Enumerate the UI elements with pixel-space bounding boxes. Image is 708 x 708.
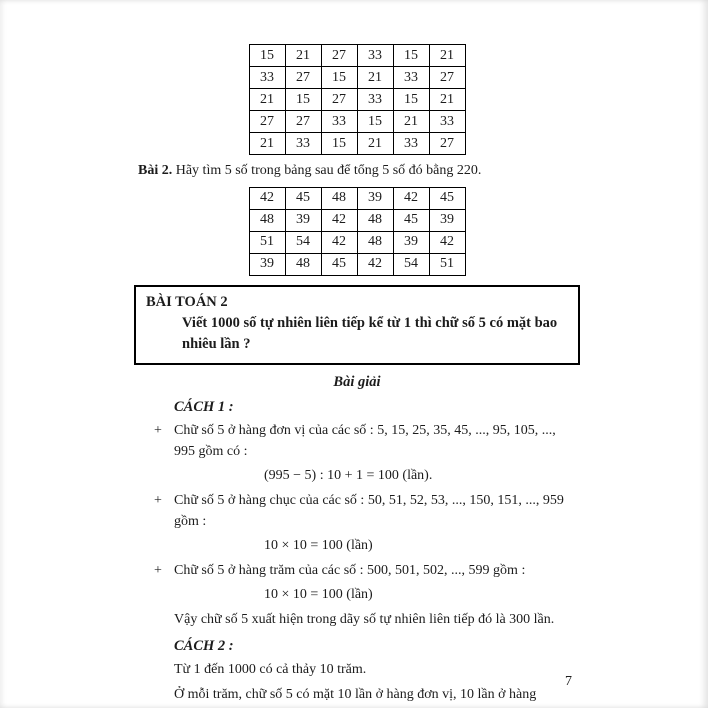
table-cell: 45 bbox=[285, 187, 321, 209]
method-2-line-1: Từ 1 đến 1000 có cả thảy 10 trăm. bbox=[174, 662, 367, 678]
table-cell: 27 bbox=[249, 111, 285, 133]
table-cell: 42 bbox=[321, 231, 357, 253]
bullet-plus-icon: + bbox=[154, 563, 162, 579]
table-cell: 33 bbox=[357, 89, 393, 111]
formula-3: 10 × 10 = 100 (lần) bbox=[264, 587, 373, 603]
table-cell: 21 bbox=[249, 89, 285, 111]
table-cell: 33 bbox=[393, 67, 429, 89]
table-cell: 54 bbox=[393, 253, 429, 275]
exercise-2-text: Hãy tìm 5 số trong bảng sau để tổng 5 số đó bằng 220. bbox=[175, 163, 482, 178]
formula-1: (995 − 5) : 10 + 1 = 100 (lần). bbox=[264, 468, 433, 484]
table-cell: 27 bbox=[429, 67, 465, 89]
solution-item-2 bbox=[134, 490, 580, 532]
table-cell: 39 bbox=[393, 231, 429, 253]
table-cell: 51 bbox=[429, 253, 465, 275]
table-cell: 15 bbox=[357, 111, 393, 133]
table-cell: 39 bbox=[429, 209, 465, 231]
table-cell: 39 bbox=[285, 209, 321, 231]
table-row bbox=[249, 45, 465, 67]
method-2-line-2: Ở mỗi trăm, chữ số 5 có mặt 10 lần ở hàng đơn vị, 10 lần ở hàng bbox=[174, 687, 537, 703]
table-cell: 42 bbox=[393, 187, 429, 209]
table-cell: 27 bbox=[285, 67, 321, 89]
table-cell: 15 bbox=[393, 45, 429, 67]
problem-box-statement: Viết 1000 số tự nhiên liên tiếp kể từ 1 thì chữ số 5 có mặt bao nhiêu lần ? bbox=[182, 315, 558, 353]
solution-item-1 bbox=[134, 420, 580, 462]
table-cell: 33 bbox=[393, 133, 429, 155]
table-cell: 21 bbox=[429, 45, 465, 67]
page-content bbox=[134, 44, 580, 705]
table-cell: 27 bbox=[429, 133, 465, 155]
table-cell: 48 bbox=[357, 209, 393, 231]
table-cell: 39 bbox=[357, 187, 393, 209]
table-cell: 54 bbox=[285, 231, 321, 253]
bullet-plus-icon: + bbox=[154, 493, 162, 509]
page-number: 7 bbox=[565, 674, 572, 689]
exercise-2-label: Bài 2. bbox=[138, 163, 173, 178]
table-cell: 48 bbox=[249, 209, 285, 231]
table-cell: 51 bbox=[249, 231, 285, 253]
table-cell: 21 bbox=[357, 67, 393, 89]
table-cell: 45 bbox=[429, 187, 465, 209]
method-1-conclusion: Vậy chữ số 5 xuất hiện trong dãy số tự nhiên liên tiếp đó là 300 lần. bbox=[174, 612, 555, 628]
table-row bbox=[249, 231, 465, 253]
table-cell: 39 bbox=[249, 253, 285, 275]
solution-item-1-text: Chữ số 5 ở hàng đơn vị của các số : 5, 15, 25, 35, 45, ..., 95, 105, ..., 995 gồm có : bbox=[174, 423, 556, 460]
table-cell: 42 bbox=[429, 231, 465, 253]
table-cell: 15 bbox=[321, 67, 357, 89]
table-cell: 33 bbox=[249, 67, 285, 89]
table-cell: 21 bbox=[429, 89, 465, 111]
table-cell: 15 bbox=[249, 45, 285, 67]
solution-item-3-text: Chữ số 5 ở hàng trăm của các số : 500, 501, 502, ..., 599 gồm : bbox=[174, 563, 526, 579]
exercise-2-line bbox=[138, 161, 580, 181]
table-row bbox=[249, 209, 465, 231]
number-table-2 bbox=[249, 187, 466, 276]
method-2-heading: CÁCH 2 : bbox=[174, 638, 234, 655]
table-cell: 21 bbox=[393, 111, 429, 133]
solution-heading: Bài giải bbox=[333, 374, 381, 391]
table-row bbox=[249, 89, 465, 111]
table-cell: 42 bbox=[357, 253, 393, 275]
table-cell: 15 bbox=[285, 89, 321, 111]
table-cell: 27 bbox=[285, 111, 321, 133]
table-cell: 33 bbox=[321, 111, 357, 133]
table-cell: 15 bbox=[393, 89, 429, 111]
table-cell: 42 bbox=[249, 187, 285, 209]
number-table-1 bbox=[249, 44, 466, 155]
table-cell: 33 bbox=[285, 133, 321, 155]
bullet-plus-icon: + bbox=[154, 423, 162, 439]
table-cell: 48 bbox=[285, 253, 321, 275]
table-cell: 45 bbox=[393, 209, 429, 231]
method-1-heading: CÁCH 1 : bbox=[174, 399, 234, 416]
table-row bbox=[249, 111, 465, 133]
table-row bbox=[249, 253, 465, 275]
table-cell: 15 bbox=[321, 133, 357, 155]
table-cell: 33 bbox=[429, 111, 465, 133]
formula-2: 10 × 10 = 100 (lần) bbox=[264, 538, 373, 554]
table-cell: 21 bbox=[357, 133, 393, 155]
table-cell: 45 bbox=[321, 253, 357, 275]
table-cell: 27 bbox=[321, 45, 357, 67]
table-cell: 33 bbox=[357, 45, 393, 67]
table-cell: 27 bbox=[321, 89, 357, 111]
table-row bbox=[249, 187, 465, 209]
problem-box-title: BÀI TOÁN 2 bbox=[146, 293, 228, 310]
table-row bbox=[249, 67, 465, 89]
table-row bbox=[249, 133, 465, 155]
solution-item-2-text: Chữ số 5 ở hàng chục của các số : 50, 51, 52, 53, ..., 150, 151, ..., 959 gồm : bbox=[174, 493, 564, 530]
problem-box bbox=[134, 285, 580, 366]
table-cell: 48 bbox=[321, 187, 357, 209]
table-cell: 21 bbox=[249, 133, 285, 155]
solution-item-3 bbox=[134, 560, 580, 581]
table-cell: 42 bbox=[321, 209, 357, 231]
table-cell: 21 bbox=[285, 45, 321, 67]
table-cell: 48 bbox=[357, 231, 393, 253]
